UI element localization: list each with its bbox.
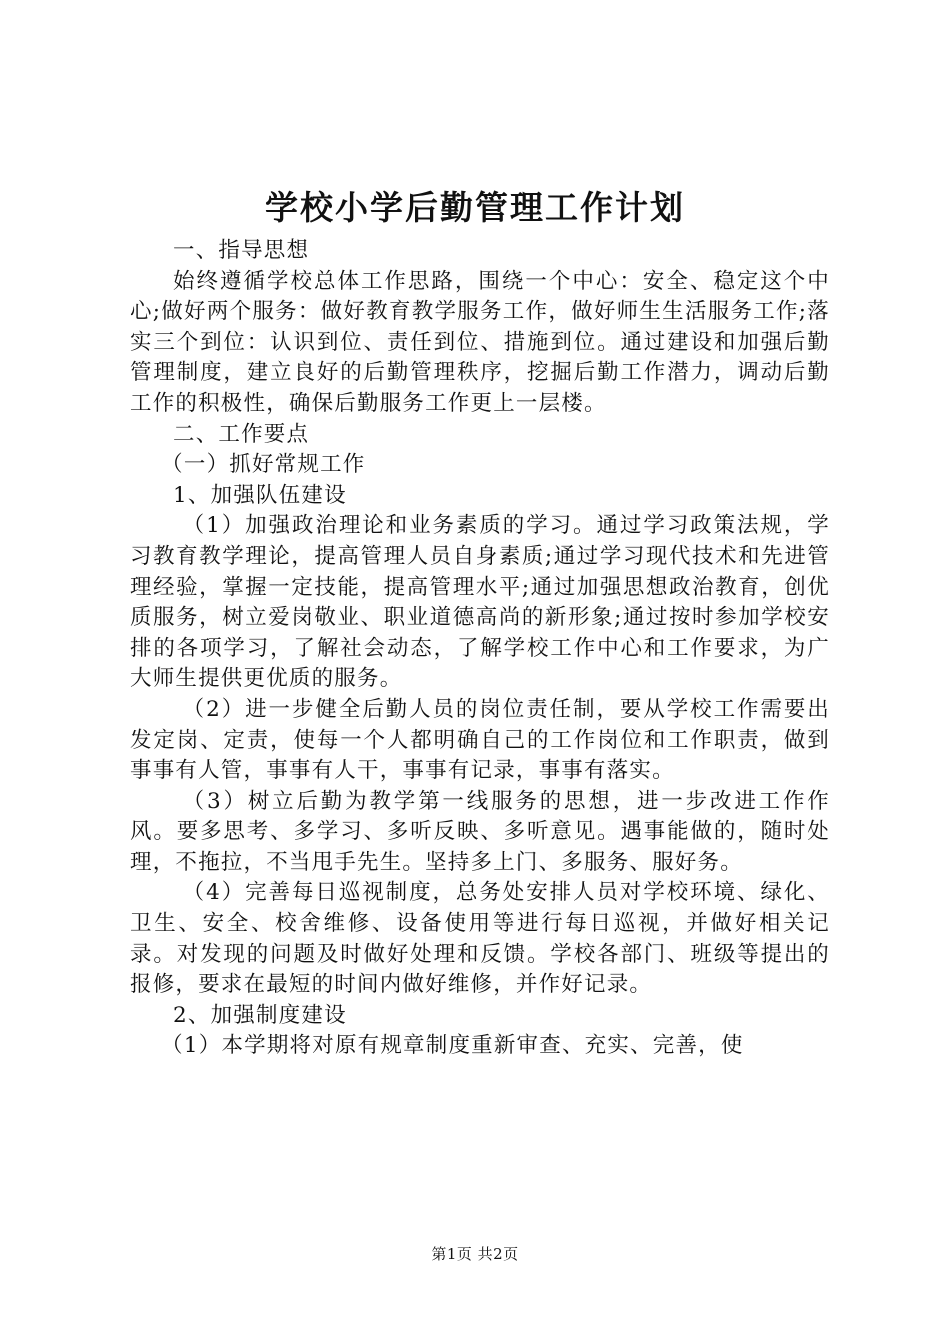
item-heading-team-building: 1、加强队伍建设 — [173, 482, 347, 508]
document-title: 学校小学后勤管理工作计划 — [265, 188, 685, 227]
section-heading-guiding-thought: 一、指导思想 — [173, 238, 310, 263]
page-number-footer: 第1页 共2页 — [431, 1245, 519, 1263]
subsection-heading-routine-work: （一）抓好常规工作 — [161, 452, 366, 478]
paragraph-item-4: （4）完善每日巡视制度，总务处安排人员对学校环境、绿化、卫生、安全、校舍维修、设备使用等进行每日巡视，并做好相关记录。对发现的问题及时做好处理和反馈。学校各部门、班级等提出的报修，要求在最短的时间内做好维修，并作好记录。 — [130, 880, 830, 998]
paragraph-item-1: （1）加强政治理论和业务素质的学习。通过学习政策法规，学习教育教学理论，提高管理人员自身素质;通过学习现代技术和先进管理经验，掌握一定技能，提高管理水平;通过加强思想政治教育，创优质服务，树立爱岗敬业、职业道德高尚的新形象;通过按时参加学校安排的各项学习，了解社会动态，了解学校工作中心和工作要求，为广大师生提供更优质的服务。 — [130, 513, 830, 692]
document-body — [130, 236, 830, 1062]
paragraph-item-2: （2）进一步健全后勤人员的岗位责任制，要从学校工作需要出发定岗、定责，使每一个人都明确自己的工作岗位和工作职责，做到事事有人管，事事有人干，事事有记录，事事有落实。 — [130, 696, 830, 784]
paragraph-item-3: （3）树立后勤为教学第一线服务的思想，进一步改进工作作风。要多思考、多学习、多听反映、多听意见。遇事能做的，随时处理，不拖拉，不当甩手先生。坚持多上门、多服务、服好务。 — [130, 788, 830, 875]
item-heading-system-building: 2、加强制度建设 — [173, 1002, 347, 1028]
paragraph-guiding-thought: 始终遵循学校总体工作思路，围绕一个中心：安全、稳定这个中心;做好两个服务：做好教育教学服务工作，做好师生生活服务工作;落实三个到位：认识到位、责任到位、措施到位。通过建设和加强后勤管理制度，建立良好的后勤管理秩序，挖掘后勤工作潜力，调动后勤工作的积极性，确保后勤服务工作更上一层楼。 — [130, 268, 830, 416]
paragraph-system-item-1: （1）本学期将对原有规章制度重新审查、充实、完善，使 — [161, 1033, 744, 1059]
section-heading-work-points: 二、工作要点 — [173, 421, 310, 447]
